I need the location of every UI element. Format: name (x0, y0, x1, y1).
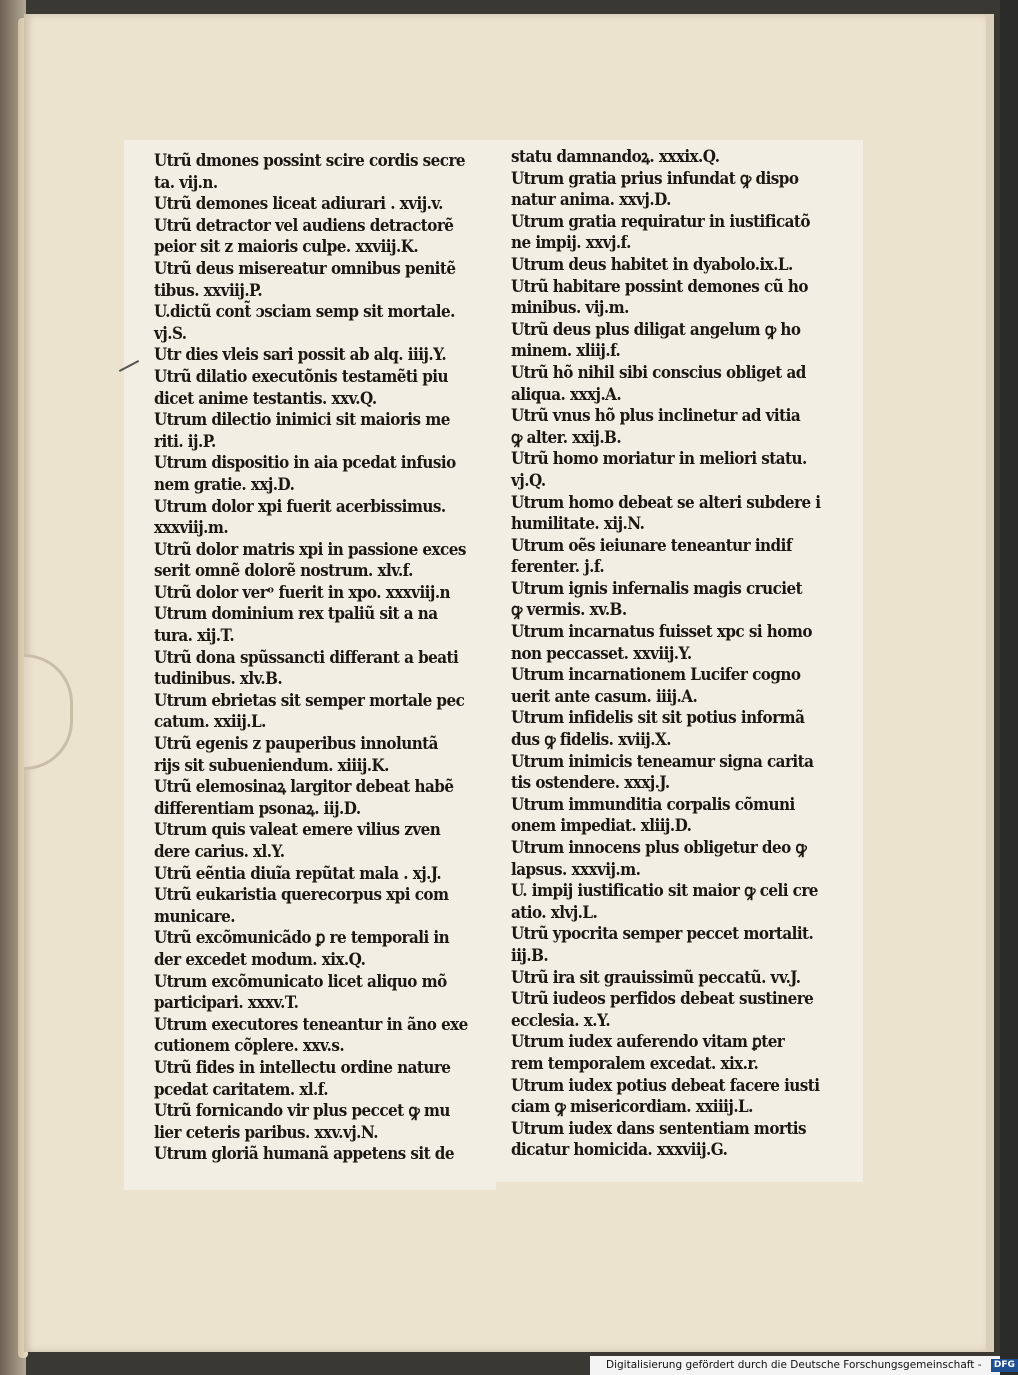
text-line: lier ceteris paribus. xxv.vj.N. (154, 1122, 378, 1142)
text-line: Utrum dolor xpi fuerit acerbissimus. (154, 496, 446, 516)
text-line: Utrũ habitare possint demones cũ ho (511, 276, 808, 296)
text-line: Utrum oẽs ieiunare teneantur indif (511, 535, 792, 555)
text-line: serit omnẽ dolorẽ nostrum. xlv.f. (154, 561, 413, 581)
text-line: Utrum dispositio in aia pcedat infusio (154, 453, 456, 473)
text-line: Utrum dilectio inimici sit maioris me (154, 410, 450, 430)
text-line: Utrum iudex potius debeat facere iusti (511, 1075, 820, 1095)
text-line: aliqua. xxxj.A. (511, 384, 622, 404)
text-line: iij.B. (511, 945, 549, 965)
text-line: Utrum inimicis teneamur signa carita (511, 751, 814, 771)
text-line: atio. xlvj.L. (511, 902, 598, 922)
text-line: Utrum innocens plus obligetur deo ꝙ (511, 838, 807, 857)
text-line: Utrũ demones liceat adiurari . xvij.v. (154, 194, 443, 214)
text-line: Utrũ detractor vel audiens detractorẽ (154, 215, 454, 235)
text-line: municare. (154, 906, 235, 926)
left-column-entries (154, 150, 488, 1165)
text-line: Utrũ deus misereatur omnibus penitẽ (154, 258, 456, 278)
text-line: Utrũ elemosinaꝝ largitor debeat habẽ (154, 777, 454, 797)
text-line: Utrum immunditia corpalis cõmuni (511, 794, 795, 814)
text-line: pcedat caritatem. xl.f. (154, 1079, 328, 1099)
text-line: Utrum executores teneantur in ãno exe (154, 1014, 468, 1034)
text-line: vj.Q. (511, 470, 546, 490)
text-line: U. impij iustificatio sit maior ꝙ celi cre (511, 881, 818, 901)
text-line: tura. xij.T. (154, 626, 235, 646)
text-line: dicatur homicida. xxxviij.G. (511, 1140, 728, 1160)
text-line: Utrũ dona spũssancti differant a beati (154, 647, 459, 667)
text-line: Utrũ deus plus diligat angelum ꝙ ho (511, 319, 801, 339)
text-line: Utrum incarnatus fuisset xpc si homo (511, 622, 812, 642)
text-line: Utrũ iudeos perfidos debeat sustinere (511, 989, 814, 1009)
text-line: Utrũ excõmunicãdo ꝑ re temporali in (154, 928, 450, 948)
text-line: der excedet modum. xix.Q. (154, 949, 366, 969)
text-line: minibus. vij.m. (511, 298, 629, 318)
text-line: Utrũ ypocrita semper peccet mortalit. (511, 924, 814, 944)
text-line: vj.S. (154, 323, 187, 343)
text-line: Utrum iudex auferendo vitam ꝑter (511, 1032, 785, 1052)
text-line: Utrum dominium rex tpaliũ sit a na (154, 604, 438, 624)
text-line: Utrũ dilatio executõnis testamẽti piu (154, 366, 449, 386)
text-line: ferenter. j.f. (511, 557, 605, 577)
text-line: Utrum incarnationem Lucifer cogno (511, 665, 801, 685)
text-line: Utrũ ira sit grauissimũ peccatũ. vv.J. (511, 967, 801, 987)
text-line: ne impij. xxvj.f. (511, 233, 631, 253)
text-line: Utrum excõmunicato licet aliquo mõ (154, 971, 447, 991)
text-line: xxxviij.m. (154, 518, 229, 538)
text-line: Utrũ dolor verᵒ fuerit in xpo. xxxviij.n (154, 582, 451, 602)
footer-credit (590, 1356, 1015, 1375)
text-line: Utrũ egenis z pauperibus innoluntã (154, 734, 438, 754)
text-line: tis ostendere. xxxj.J. (511, 773, 670, 793)
footer-text: Digitalisierung gefördert durch die Deutsche Forschungsgemeinschaft - (606, 1359, 982, 1371)
text-line: Utrum quis valeat emere vilius zven (154, 820, 441, 840)
text-line: Utrũ fides in intellectu ordine nature (154, 1057, 451, 1077)
text-line: Utrũ eẽntia diuĩa repũtat mala . xj.J. (154, 863, 442, 883)
text-line: humilitate. xij.N. (511, 514, 645, 534)
text-line: rem temporalem excedat. xix.r. (511, 1053, 759, 1073)
text-line: Utrũ eukaristia querecorpus xpi com (154, 885, 449, 905)
text-line: peior sit z maioris culpe. xxviij.K. (154, 237, 419, 257)
text-line: minem. xliij.f. (511, 341, 621, 361)
text-line: Utrũ fornicando vir plus peccet ꝙ mu (154, 1101, 450, 1121)
text-line: non peccasset. xxviij.Y. (511, 643, 692, 663)
text-line: Utrum infidelis sit sit potius informã (511, 708, 805, 728)
text-line: natur anima. xxvj.D. (511, 190, 671, 210)
text-line: Utrũ dmones possint scire cordis secre (154, 151, 466, 170)
dfg-logo: DFG (991, 1359, 1018, 1372)
text-line: onem impediat. xliij.D. (511, 816, 692, 836)
text-line: Utrũ vnus hõ plus inclinetur ad vitia (511, 406, 801, 426)
text-line: uerit ante casum. iiij.A. (511, 686, 698, 706)
text-line: Utrum deus habitet in dyabolo.ix.L. (511, 254, 793, 274)
text-line: differentiam psonaꝝ. iij.D. (154, 798, 361, 818)
text-line: Utrum ebrietas sit semper mortale pec (154, 690, 465, 710)
text-line: lapsus. xxxvij.m. (511, 859, 641, 879)
text-line: cutionem cõplere. xxv.s. (154, 1036, 345, 1056)
text-line: rijs sit subueniendum. xiiij.K. (154, 755, 389, 775)
text-line: participari. xxxv.T. (154, 993, 299, 1013)
text-line: Utrũ homo moriatur in meliori statu. (511, 449, 807, 469)
text-line: ta. vij.n. (154, 172, 218, 192)
text-line: Utrũ hõ nihil sibi conscius obliget ad (511, 362, 806, 382)
text-line: Utrum gloriã humanã appetens sit de (154, 1144, 454, 1164)
text-line: ꝙ alter. xxij.B. (511, 427, 622, 447)
text-line: dus ꝙ fidelis. xviij.X. (511, 730, 671, 750)
text-line: tibus. xxviij.P. (154, 280, 263, 300)
text-line: ciam ꝙ misericordiam. xxiiij.L. (511, 1097, 753, 1117)
text-line: Utrũ dolor matris xpi in passione exces (154, 539, 466, 559)
text-line: dicet anime testantis. xxv.Q. (154, 388, 377, 408)
text-line: ecclesia. x.Y. (511, 1010, 611, 1030)
text-line: statu damnandoꝝ. xxxix.Q. (511, 147, 720, 166)
text-line: U.dictũ cont̃ ɔsciam semp sit mortale. (154, 302, 455, 322)
left-column (124, 140, 496, 1190)
right-column (491, 140, 863, 1182)
text-line: riti. ij.P. (154, 431, 216, 451)
text-line: dere carius. xl.Y. (154, 842, 285, 861)
text-line: catum. xxiij.L. (154, 712, 266, 732)
text-line: nem gratie. xxj.D. (154, 474, 295, 494)
text-line: Utrum ignis infernalis magis cruciet (511, 578, 803, 598)
text-line: tudinibus. xlv.B. (154, 669, 283, 689)
text-line: ꝙ vermis. xv.B. (511, 600, 627, 620)
text-line: Utrum gratia prius infundat ꝙ dispo (511, 168, 799, 188)
text-line: Utrum iudex dans sententiam mortis (511, 1118, 807, 1138)
text-line: Utrum homo debeat se alteri subdere i (511, 492, 821, 512)
right-column-entries (511, 146, 855, 1161)
text-line: Utr dies vleis sari possit ab alq. iiij.Y. (154, 345, 447, 365)
page-clip (24, 654, 73, 770)
text-line: Utrum gratia requiratur in iustificatõ (511, 211, 810, 231)
